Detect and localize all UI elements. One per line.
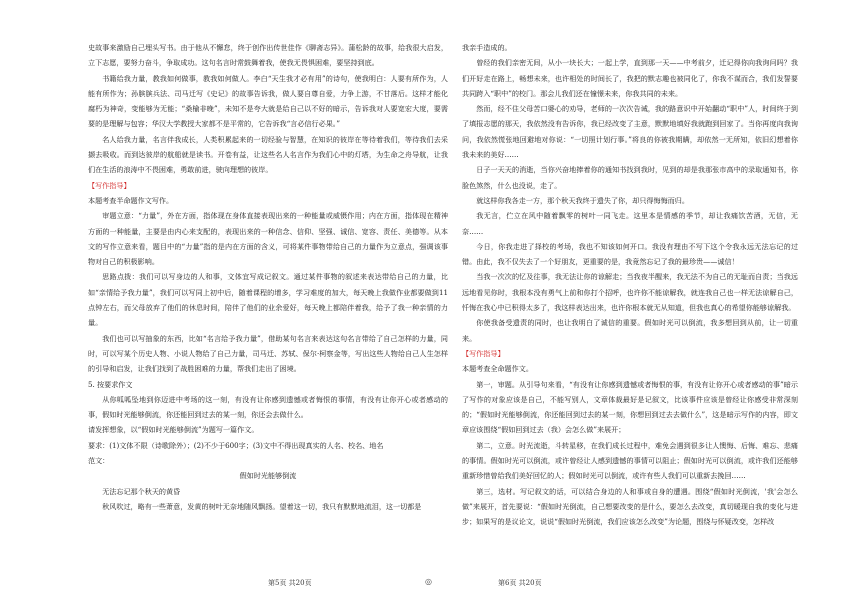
left-column-paragraph: 范文： xyxy=(88,456,110,466)
right-column-paragraph: 曾经的我们亲密无间，从小一块长大；一起上学，直到那一天——中考前夕，迁记得你向我询问吗？我们开好走在路上，畅想未来，也许相处的时间长了，我把的默志趣也被同化了，你我不谋而合，我们发誓要共同跨入“职中”的校门。那会儿我们还在憧憬未来，你我共同的未来。 xyxy=(462,58,798,98)
right-column-paragraph: 我亲手造成的。 xyxy=(462,43,512,52)
right-column-paragraph: 第二，立意。时光流逝，斗转星移，在我们成长过程中，难免会遇到很多让人懊悔、后悔、难忘、悲痛的事情。假如时光可以倒流，或许曾经让人感到遗憾的事情可以阻止；假如时光可以倒流，或许我们还能够重新珍惜曾给我们美好回忆的人；假如时光可以倒流，或许有些人我们可以重新去挽回…… xyxy=(462,440,798,481)
right-column-paragraph: 【写作指导】 xyxy=(462,348,505,358)
left-column-paragraph: 秋风吹过，略有一些萧意，发黄的树叶无奈地随风飘扬。望着这一切，我只有默默地流泪，这一切都是 xyxy=(102,501,422,511)
right-column-paragraph: 本题考查全命题作文。 xyxy=(462,364,533,374)
left-column-paragraph: 无法忘记那个秋天的黄昏 xyxy=(102,486,181,496)
binding-gutter xyxy=(8,0,26,608)
left-page-number: 第5页 共20页 xyxy=(268,579,312,587)
left-column xyxy=(88,40,448,514)
right-column-paragraph: 第一，审题。从引导句来看，“有没有让你感到遗憾或者悔恨的事，有没有让你开心或者感动的事”暗示了写作的对象应该是自己，不能写别人，文章体裁最好是记叙文，比该事件应该是曾经让你感受非常深刻的；“假如时光能够倒流，你还能回到过去的某一刻，你想回到过去去做什么”，这是暗示写作的内容，即文章应该围绕“假如回到过去（我）会怎么做”来展开； xyxy=(462,379,798,435)
right-page-number: 第6页 共20页 xyxy=(498,579,542,587)
right-column-paragraph: 然而，经不住父母苦口婆心的劝导，老师的一次次告诫，我的路意识中开始翻动“职中”人，时间终于到了填报志愿的那天，我依然没有告诉你，我已经改变了主意，默默地填好我就跑到回家了。当你再度向我询问，我依然慌张地回避地对你说：“一切照计划行事。”将良的你被我期瞒，却依然一无所知，依旧幻想着你我未来的美好…… xyxy=(462,104,798,160)
left-column-paragraph: 【写作指导】 xyxy=(88,180,131,190)
center-binding-mark: ◎ xyxy=(425,577,432,586)
left-column-paragraph: 书籍给我力量，教我如何做事，教我如何做人。李白“天生我才必有用”的诗句，使我明白：人要有所作为，人能有所作为；孙膑膑兵法、司马迁写《史记》的故事告诉我，做人要自尊自爱，力争上游，不甘落后。这样才能化腐朽为神奇，变能够为无能；“桑榆非晚”，未知不是夸大就是给自己以不好的暗示，告诉我对人要宽宏大度，要需要的是理解与包容；华汉大学教授大家都不是平常的，它告诉我“言必信行必果。” xyxy=(88,73,448,129)
right-column-paragraph: 日子一天天的消逝，当你兴奋地捧着你的通知书找到我时，见到的却是我那张市高中的录取通知书，你脸色煞然，什么也没说，走了。 xyxy=(462,165,798,190)
left-column-paragraph: 要求：(1)文体不限（诗歌除外）；(2)不少于600字；(3)文中不得出现真实的人名、校名、地名 xyxy=(88,440,384,450)
right-column xyxy=(462,40,798,530)
left-column-paragraph: 审题立意：“力量”，外在方面，指体现在身体直接表现出来的一种能量或威慑作用；内在方面，指体现在精神方面的一种能量，主要是由内心来支配的，表现出来的一种信念、信仰、坚强、诚信、宽容、责任、美德等。从本文的写作立意来看，题目中的“力量”指的是内在方面的含义，可将某件事物带给自己的力量作为立意点，强调该事物对自己的积极影响。 xyxy=(88,211,448,267)
right-column-paragraph: 你使我备受遗责的同时，也让我明白了诚信的重要。假如时光可以倒流，我多想回到从前，让一切重来。 xyxy=(462,318,798,343)
left-column-paragraph: 本题考查半命题作文写作。 xyxy=(88,195,174,205)
right-column-paragraph: 第三，选材。写记叙文的话，可以结合身边的人和事或自身的遭遇。围绕“假如时光倒流，'我'会怎么做”来展开，首先要说：“假如时光倒流，自己想要改变的是什么，要怎么去改变，真切暖现自我的变化与进步；如果写的是议论文，说说“假如时光倒流，我们应该怎么改变”为论题，围绕与怀疑改变，怎样改 xyxy=(462,486,798,527)
left-column-paragraph: 我们也可以写抽象的东西，比如“名言给予我力量”，借助某句名言来表达这句名言带给了自己怎样的力量，同时，可以写某个历史人物、小说人物给了自己力量，司马迁、苏轼、保尔·柯察金等，写出这些人物给自己人生怎样的引导和启发，让我们找到了战胜困难的力量，帮我们走出了困境。 xyxy=(88,333,448,374)
left-column-paragraph: 请发挥想象，以“假如时光能够倒流”为题写一篇作文。 xyxy=(88,425,259,435)
left-column-paragraph: 名人给我力量，名言伴我成长，人类积累起来的一切经验与智慧，在知识的彼岸在等待着我们，等待我们去采撷去吸收。而到达彼岸的航船就是读书。开卷有益，让这些名人名言作为我们心中的灯塔，为生命之舟导航，让我们在生活的浪涛中不畏困难，勇敢前进，驶向理想的彼岸。 xyxy=(88,134,448,175)
left-column-paragraph: 思路点拨：我们可以写身边的人和事，文体宜写成记叙文。通过某件事物的叙述来表达带给自己的力量，比如“亲情给予我力量”，我们可以写同上初中后，随着课程的增多，学习难度的加大，每天晚上我做作业都要做到11点钟左右，而父母放弃了他们的休息时间，陪伴了他们的业余爱好，每天晚上都陪伴着我，给予了我一种亲情的力量。 xyxy=(88,272,448,328)
right-column-paragraph: 就这样你我各走一方，那个秋天我终于遗失了你，却只得悔悔而归。 xyxy=(476,195,689,205)
left-column-paragraph: 史故事来激励自己埋头写书。由于他从不懈怠，终于创作出传世佳作《聊斋志异》。蒲松龄的故事，给我很大启发，立下志愿，要努力奋斗，争取成功。这句名言时常鼓舞着我，使我无畏惧困难，要坚持到底。 xyxy=(88,43,448,68)
right-column-paragraph: 我无言，伫立在风中随着飘零的树叶一同飞走。这里本是情感的季节，却让我痛饮苦酒，无信，无奈…… xyxy=(462,211,798,236)
left-column-paragraph: 从你呱呱坠地到你迈进中考场的这一刻，有没有让你感到遗憾或者悔恨的事情，有没有让你开心或者感动的事，假如时光能够倒流，你还能回到过去的某一刻，你还会去做什么。 xyxy=(88,394,448,420)
left-column-paragraph: 假如时光能够倒流 xyxy=(239,471,297,481)
right-column-paragraph: 当我一次次的忆及往事，我无法让你的谅解走；当我夜半醒来，我无法不为自己的无耻而自责；当我远远地看见你时，我根本没有勇气上前和你打个招呼，也许你不能谅解我，就连我自己也一样无法谅解自己，忏悔在我心中已积得太多了，我这样表达出来，也许你根本就无从知道，但我也真心的希望你能够谅解我。 xyxy=(462,272,798,313)
right-column-paragraph: 今日，你我走进了择校的考场，我也不知该如何开口。我没有理由不写下这个令我永远无法忘记的过错。由此，我不仅失去了一个好朋友，更重要的是，我竟然忘记了我的最珍贵——诚信！ xyxy=(462,241,798,267)
left-column-paragraph: 5. 按要求作文 xyxy=(88,379,133,389)
